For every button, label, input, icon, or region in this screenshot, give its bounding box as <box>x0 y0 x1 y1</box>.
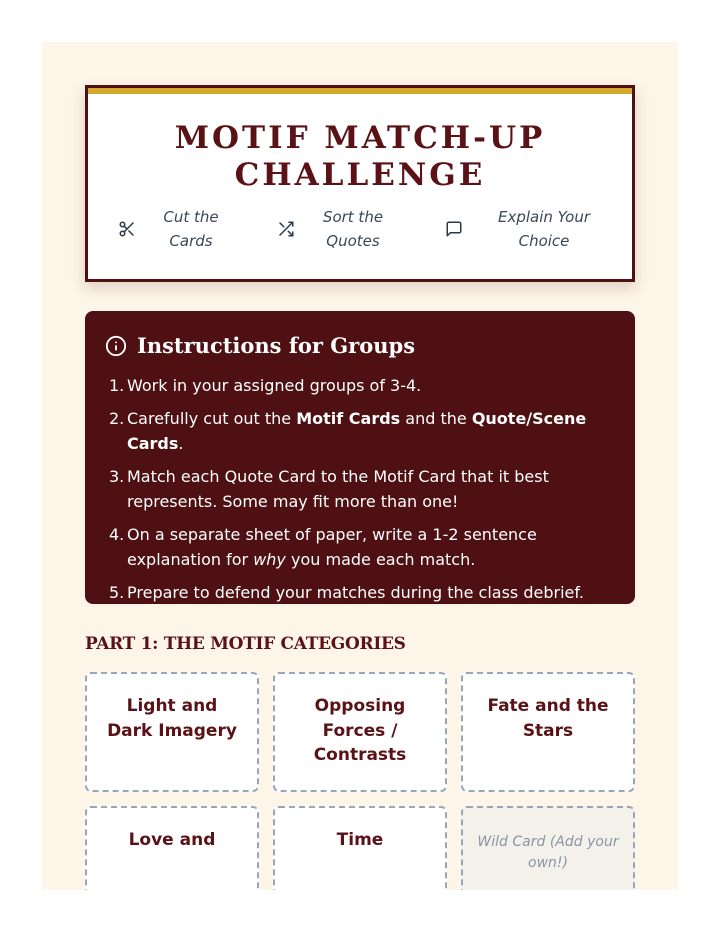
instruction-item: 5. Prepare to defend your matches during the class debrief. <box>109 583 584 602</box>
worksheet-page <box>42 42 678 890</box>
page-title <box>88 120 632 194</box>
instructions-panel <box>85 311 635 604</box>
header-accent-stripe <box>88 88 632 94</box>
part1-heading: PART 1: THE MOTIF CATEGORIES <box>85 634 406 654</box>
title-line-2: CHALLENGE <box>234 157 486 193</box>
motif-card-light-dark[interactable]: Light and Dark Imagery <box>85 672 259 792</box>
step-explain-choice <box>443 204 619 254</box>
motif-card-time[interactable]: Time <box>273 806 447 890</box>
step-label: Explain Your Choice <box>497 208 591 250</box>
instruction-item: 3. Match each Quote Card to the Motif Card that it best represents. Some may fit more than one! <box>109 467 549 511</box>
motif-card-opposing-forces[interactable]: Opposing Forces / Contrasts <box>273 672 447 792</box>
instruction-item: 4. On a separate sheet of paper, write a 1-2 sentence explanation for why you made each match. <box>109 525 537 569</box>
title-line-1: MOTIF MATCH-UP <box>174 120 546 156</box>
shuffle-icon <box>275 218 297 240</box>
info-icon <box>105 335 127 357</box>
instruction-item: 2. Carefully cut out the Motif Cards and the Quote/Scene Cards. <box>109 409 587 453</box>
steps-row <box>88 204 632 254</box>
step-label: Cut the Cards <box>163 208 219 250</box>
instruction-item: 1. Work in your assigned groups of 3-4. <box>109 376 422 395</box>
motif-card-wild[interactable]: Wild Card (Add your own!) <box>461 806 635 890</box>
step-sort-quotes <box>275 204 403 254</box>
scissors-icon <box>116 218 138 240</box>
step-cut-cards <box>116 204 238 254</box>
instructions-header <box>105 333 415 358</box>
speech-bubble-icon <box>443 218 465 240</box>
instructions-list <box>109 373 615 613</box>
header-card <box>85 85 635 282</box>
instructions-title: Instructions for Groups <box>137 333 416 358</box>
step-label: Sort the Quotes <box>322 208 384 250</box>
motif-card-love[interactable]: Love and <box>85 806 259 890</box>
motif-card-fate-stars[interactable]: Fate and the Stars <box>461 672 635 792</box>
